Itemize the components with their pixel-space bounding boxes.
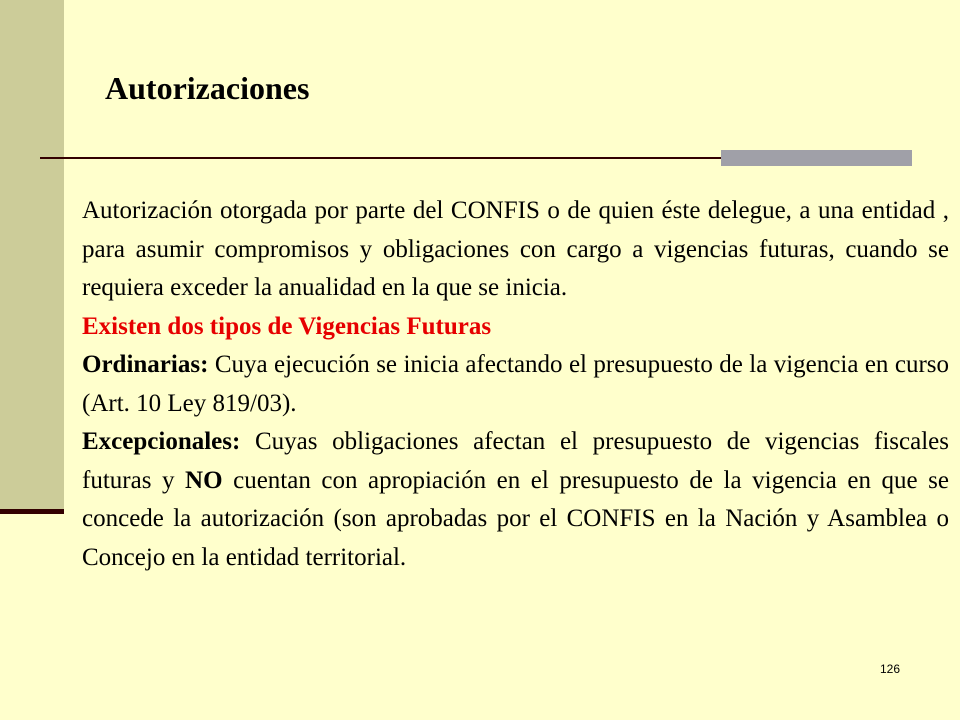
excepcionales-label: Excepcionales: (82, 428, 241, 455)
excepcionales-text-before: Cuyas obligaciones afectan el presupuesto de vigencias fiscales futuras y (82, 428, 949, 494)
excepcionales-emphasis: NO (185, 466, 223, 494)
ordinarias-paragraph (82, 346, 949, 423)
side-bar-decoration (0, 0, 64, 512)
excepcionales-paragraph (82, 423, 949, 577)
excepcionales-text-after: cuentan con apropiación en el presupuesto de la vigencia en que se concede la autorización (son aprobadas por el CONFIS en la Nación y Asamblea o Concejo en la entidad territorial. (82, 466, 950, 571)
ordinarias-text: Cuya ejecución se inicia afectando el presupuesto de la vigencia en curso (Art. 10 Ley 819/03). (82, 351, 949, 417)
side-bar-tick (0, 509, 64, 514)
slide-number: 126 (880, 662, 901, 676)
title-underline-accent (721, 150, 912, 166)
definition-paragraph: Autorización otorgada por parte del CONFIS o de quien éste delegue, a una entidad , para asumir compromisos y obligaciones con cargo a vigencias futuras, cuando se requiera exceder la anualidad en la que se inicia. (82, 197, 949, 301)
ordinarias-label: Ordinarias: (82, 351, 209, 378)
slide-body (82, 192, 949, 577)
types-heading: Existen dos tipos de Vigencias Futuras (82, 312, 492, 340)
slide-title: Autorizaciones (105, 70, 310, 106)
